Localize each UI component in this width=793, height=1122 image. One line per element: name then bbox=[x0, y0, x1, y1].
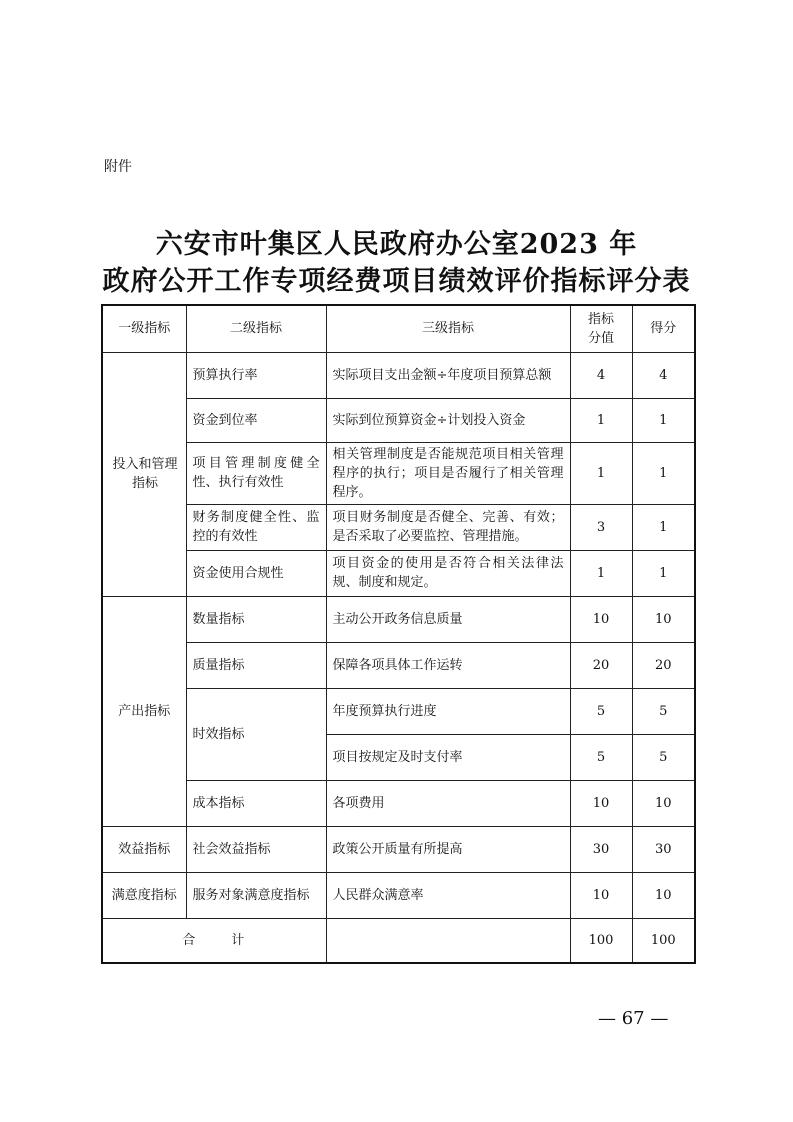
weight-cell: 3 bbox=[570, 504, 632, 550]
level2-cell: 资金使用合规性 bbox=[186, 550, 326, 596]
weight-cell: 10 bbox=[570, 596, 632, 642]
header-score: 得分 bbox=[632, 305, 695, 352]
header-level2: 二级指标 bbox=[186, 305, 326, 352]
header-level3: 三级指标 bbox=[326, 305, 570, 352]
table-row bbox=[102, 442, 695, 504]
table-header-row bbox=[102, 305, 695, 352]
level2-cell: 社会效益指标 bbox=[186, 826, 326, 872]
level3-cell: 相关管理制度是否能规范项目相关管理程序的执行；项目是否履行了相关管理程序。 bbox=[326, 442, 570, 504]
weight-cell: 30 bbox=[570, 826, 632, 872]
level2-cell: 质量指标 bbox=[186, 642, 326, 688]
table-row bbox=[102, 550, 695, 596]
level2-cell: 项目管理制度健全性、执行有效性 bbox=[186, 442, 326, 504]
level2-cell: 预算执行率 bbox=[186, 352, 326, 398]
weight-cell: 5 bbox=[570, 688, 632, 734]
weight-cell: 1 bbox=[570, 442, 632, 504]
level3-cell: 实际到位预算资金÷计划投入资金 bbox=[326, 398, 570, 442]
evaluation-score-table bbox=[101, 304, 696, 964]
attachment-label: 附件 bbox=[104, 159, 132, 175]
table-row bbox=[102, 504, 695, 550]
weight-cell: 5 bbox=[570, 734, 632, 780]
group-output: 产出指标 bbox=[102, 596, 186, 826]
score-cell: 10 bbox=[632, 780, 695, 826]
score-cell: 4 bbox=[632, 352, 695, 398]
level3-cell: 项目按规定及时支付率 bbox=[326, 734, 570, 780]
level3-cell: 政策公开质量有所提高 bbox=[326, 826, 570, 872]
score-cell: 10 bbox=[632, 872, 695, 918]
weight-cell: 20 bbox=[570, 642, 632, 688]
header-weight: 指标分值 bbox=[570, 305, 632, 352]
table-row bbox=[102, 872, 695, 918]
document-title-line2: 政府公开工作专项经费项目绩效评价指标评分表 bbox=[102, 266, 691, 297]
total-row bbox=[102, 918, 695, 963]
table-row bbox=[102, 780, 695, 826]
table-row bbox=[102, 352, 695, 398]
level2-cell: 资金到位率 bbox=[186, 398, 326, 442]
weight-cell: 1 bbox=[570, 398, 632, 442]
table-row bbox=[102, 826, 695, 872]
table-row bbox=[102, 596, 695, 642]
table-row bbox=[102, 642, 695, 688]
level3-cell: 主动公开政务信息质量 bbox=[326, 596, 570, 642]
level2-cell: 数量指标 bbox=[186, 596, 326, 642]
level2-cell: 服务对象满意度指标 bbox=[186, 872, 326, 918]
score-cell: 5 bbox=[632, 688, 695, 734]
score-cell: 30 bbox=[632, 826, 695, 872]
weight-cell: 4 bbox=[570, 352, 632, 398]
total-empty-cell bbox=[326, 918, 570, 963]
weight-cell: 10 bbox=[570, 872, 632, 918]
level3-cell: 项目财务制度是否健全、完善、有效；是否采取了必要监控、管理措施。 bbox=[326, 504, 570, 550]
level3-cell: 各项费用 bbox=[326, 780, 570, 826]
level2-cell: 成本指标 bbox=[186, 780, 326, 826]
score-cell: 1 bbox=[632, 550, 695, 596]
table-row bbox=[102, 688, 695, 734]
level3-cell: 实际项目支出金额÷年度项目预算总额 bbox=[326, 352, 570, 398]
level2-cell: 财务制度健全性、监控的有效性 bbox=[186, 504, 326, 550]
level3-cell: 保障各项具体工作运转 bbox=[326, 642, 570, 688]
level2-cell: 时效指标 bbox=[186, 688, 326, 780]
score-cell: 1 bbox=[632, 442, 695, 504]
total-score: 100 bbox=[632, 918, 695, 963]
group-benefit: 效益指标 bbox=[102, 826, 186, 872]
weight-cell: 1 bbox=[570, 550, 632, 596]
document-title-line1: 六安市叶集区人民政府办公室2023 年 bbox=[155, 229, 638, 260]
total-weight: 100 bbox=[570, 918, 632, 963]
level3-cell: 项目资金的使用是否符合相关法律法规、制度和规定。 bbox=[326, 550, 570, 596]
score-cell: 5 bbox=[632, 734, 695, 780]
header-level1: 一级指标 bbox=[102, 305, 186, 352]
table-row bbox=[102, 398, 695, 442]
score-cell: 20 bbox=[632, 642, 695, 688]
group-input: 投入和管理指标 bbox=[102, 352, 186, 596]
level3-cell: 人民群众满意率 bbox=[326, 872, 570, 918]
group-satisfaction: 满意度指标 bbox=[102, 872, 186, 918]
score-cell: 1 bbox=[632, 398, 695, 442]
score-cell: 1 bbox=[632, 504, 695, 550]
weight-cell: 10 bbox=[570, 780, 632, 826]
score-cell: 10 bbox=[632, 596, 695, 642]
level3-cell: 年度预算执行进度 bbox=[326, 688, 570, 734]
total-label: 合 计 bbox=[102, 918, 326, 963]
